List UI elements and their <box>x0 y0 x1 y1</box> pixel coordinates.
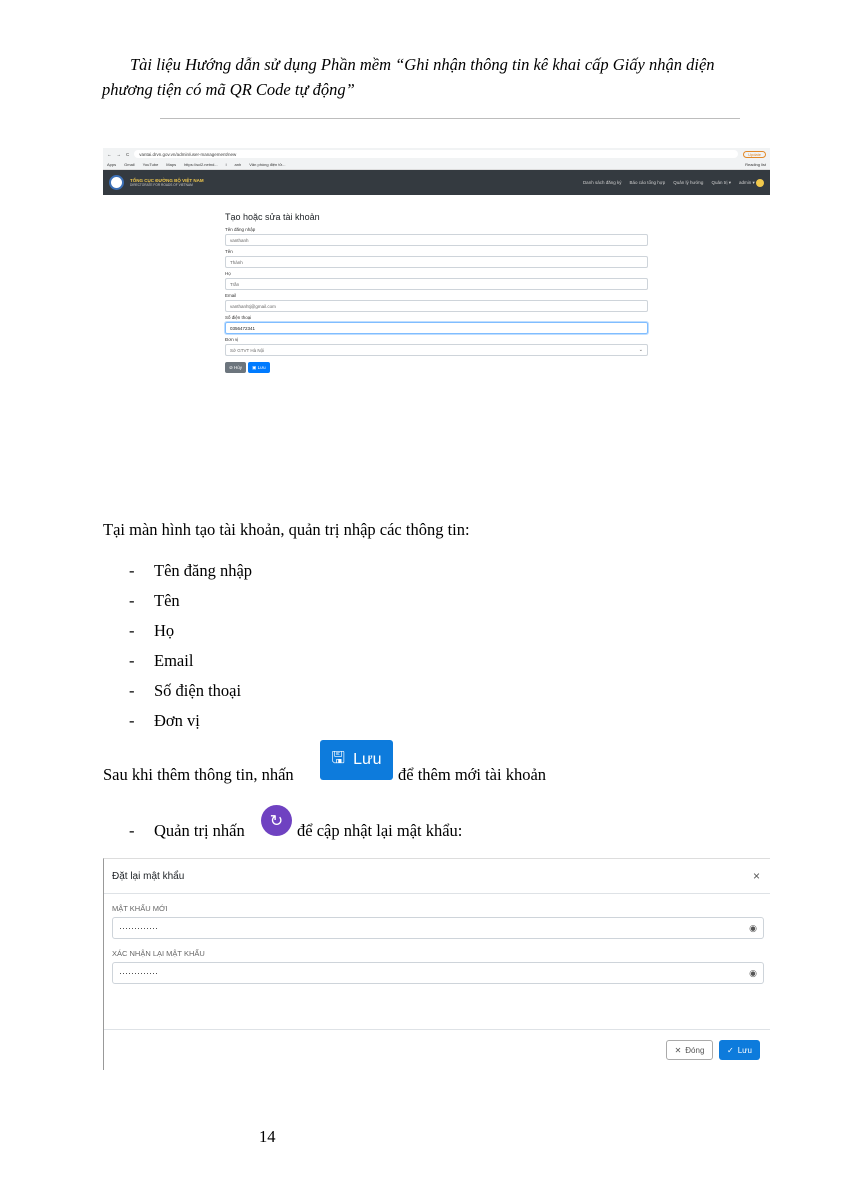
user-menu-label: admin ▾ <box>738 179 755 185</box>
bookmark-item[interactable]: l <box>225 162 227 167</box>
unit-select[interactable] <box>225 344 648 356</box>
bookmarks-bar <box>103 160 770 170</box>
reset-instruction-after: để cập nhật lại mật khẩu: <box>297 821 463 840</box>
modal-header <box>104 859 770 894</box>
save-instruction-before: Sau khi thêm thông tin, nhấn <box>103 765 294 784</box>
new-password-value: ············· <box>119 923 158 933</box>
refresh-icon: ↻ <box>269 811 284 830</box>
nav-links <box>583 179 764 187</box>
bookmark-item[interactable]: https://scl2.netnd... <box>184 162 218 167</box>
first-name-label: Tên <box>225 249 233 254</box>
close-button[interactable] <box>666 1040 713 1060</box>
unit-label: Đơn vị <box>225 337 239 342</box>
document-header: Tài liệu Hướng dẫn sử dụng Phần mềm “Ghi nhận thông tin kê khai cấp Giấy nhận diện phương tiện có mã QR Code tự động” <box>102 55 715 99</box>
save-button[interactable] <box>248 362 270 373</box>
new-password-label: MẬT KHẨU MỚI <box>112 904 168 913</box>
last-name-label: Họ <box>225 271 231 276</box>
reset-password-modal <box>103 858 770 1070</box>
last-name-input[interactable]: Trần <box>225 278 648 290</box>
save-instruction-after: để thêm mới tài khoản <box>398 765 547 784</box>
header-divider <box>160 118 740 119</box>
ban-icon: ⊘ <box>229 364 235 370</box>
modal-title: Đặt lại mật khẩu <box>112 870 185 882</box>
forward-icon[interactable]: → <box>116 151 121 157</box>
bookmark-item[interactable]: YouTube <box>142 162 159 167</box>
save-label: Lưu <box>257 365 266 370</box>
list-item: - Họ <box>129 621 175 640</box>
brand-line2: DIRECTORATE FOR ROADS OF VIETNAM <box>130 182 193 187</box>
nav-admin-menu[interactable]: Quản trị ▾ <box>711 179 731 185</box>
bookmark-item[interactable]: Văn phòng điện tử... <box>249 162 286 167</box>
reset-instruction-before: Quản trị nhấn <box>154 821 245 840</box>
bookmark-item[interactable]: Gmail <box>124 162 135 167</box>
browser-address-bar <box>103 148 770 160</box>
list-item: - Số điện thoại <box>129 681 242 700</box>
form-buttons <box>225 362 648 373</box>
reload-icon[interactable]: C <box>126 151 130 157</box>
reset-password-button-image <box>261 805 292 836</box>
bullet-list <box>129 560 429 740</box>
page-number: 14 <box>259 1127 276 1146</box>
update-button[interactable]: Update <box>743 151 766 158</box>
nav-user-menu[interactable] <box>739 179 764 187</box>
list-item: - Email <box>129 651 194 670</box>
list-item: - Tên <box>129 591 180 610</box>
reading-list[interactable]: Reading list <box>745 162 766 167</box>
avatar <box>756 179 764 187</box>
unit-select-value: Sở GTVT Hà Nội <box>230 347 265 353</box>
chevron-down-icon: ⌄ <box>638 347 643 353</box>
bookmark-item[interactable]: Maps <box>166 162 177 167</box>
intro-paragraph: Tại màn hình tạo tài khoản, quản trị nhập các thông tin: <box>103 520 470 539</box>
modal-footer-divider <box>104 1029 770 1030</box>
list-item: - Tên đăng nhập <box>129 561 253 580</box>
confirm-password-value: ············· <box>119 968 158 978</box>
save-icon: ▣ <box>252 364 258 370</box>
bookmark-item[interactable]: anh <box>234 162 242 167</box>
close-button-label: Đóng <box>685 1045 705 1055</box>
save-button-image-label: Lưu <box>353 751 382 768</box>
email-input[interactable]: vanthanhtj@gmail.com <box>225 300 648 312</box>
nav-route-management[interactable]: Quản lý hướng <box>673 180 704 185</box>
brand-line1: TỔNG CỤC ĐƯỜNG BỘ VIỆT NAM <box>130 177 204 183</box>
account-form <box>225 212 648 373</box>
list-item: - <box>129 821 135 840</box>
modal-save-button[interactable] <box>719 1040 760 1060</box>
cancel-label: Hủy <box>234 365 243 370</box>
close-icon: ✕ <box>674 1045 682 1055</box>
form-title: Tạo hoặc sửa tài khoản <box>225 212 320 222</box>
eye-icon[interactable]: ◉ <box>749 922 757 933</box>
brand <box>130 178 204 188</box>
list-item: - Đơn vị <box>129 711 200 730</box>
nav-summary-report[interactable]: Báo cáo tổng hợp <box>629 180 666 185</box>
check-icon: ✓ <box>727 1045 734 1055</box>
phone-label: Số điện thoại <box>225 315 252 320</box>
close-icon[interactable]: × <box>752 869 760 883</box>
save-button-image <box>320 740 393 780</box>
app-navbar <box>103 170 770 195</box>
nav-registration-list[interactable]: Danh sách đăng ký <box>582 180 622 185</box>
screenshot-create-account <box>103 148 770 410</box>
floppy-disk-icon: 🖫 <box>331 749 346 767</box>
eye-icon[interactable]: ◉ <box>749 967 757 978</box>
confirm-password-input[interactable] <box>112 962 764 984</box>
back-icon[interactable]: ← <box>107 151 112 157</box>
phone-input[interactable]: 0356472341 <box>225 322 648 334</box>
first-name-input[interactable]: Thành <box>225 256 648 268</box>
new-password-input[interactable] <box>112 917 764 939</box>
bookmark-item[interactable]: Apps <box>107 162 117 167</box>
url-field[interactable]: vantai.drvn.gov.vn/admin/user-management/new <box>134 150 738 158</box>
username-label: Tên đăng nhập <box>225 227 256 232</box>
cancel-button[interactable] <box>225 362 246 373</box>
modal-save-label: Lưu <box>737 1045 752 1055</box>
email-label: Email <box>225 293 237 298</box>
username-input[interactable]: vanthanh <box>225 234 648 246</box>
confirm-password-label: XÁC NHẬN LẠI MẬT KHẨU <box>112 949 205 958</box>
logo-icon <box>109 175 124 190</box>
